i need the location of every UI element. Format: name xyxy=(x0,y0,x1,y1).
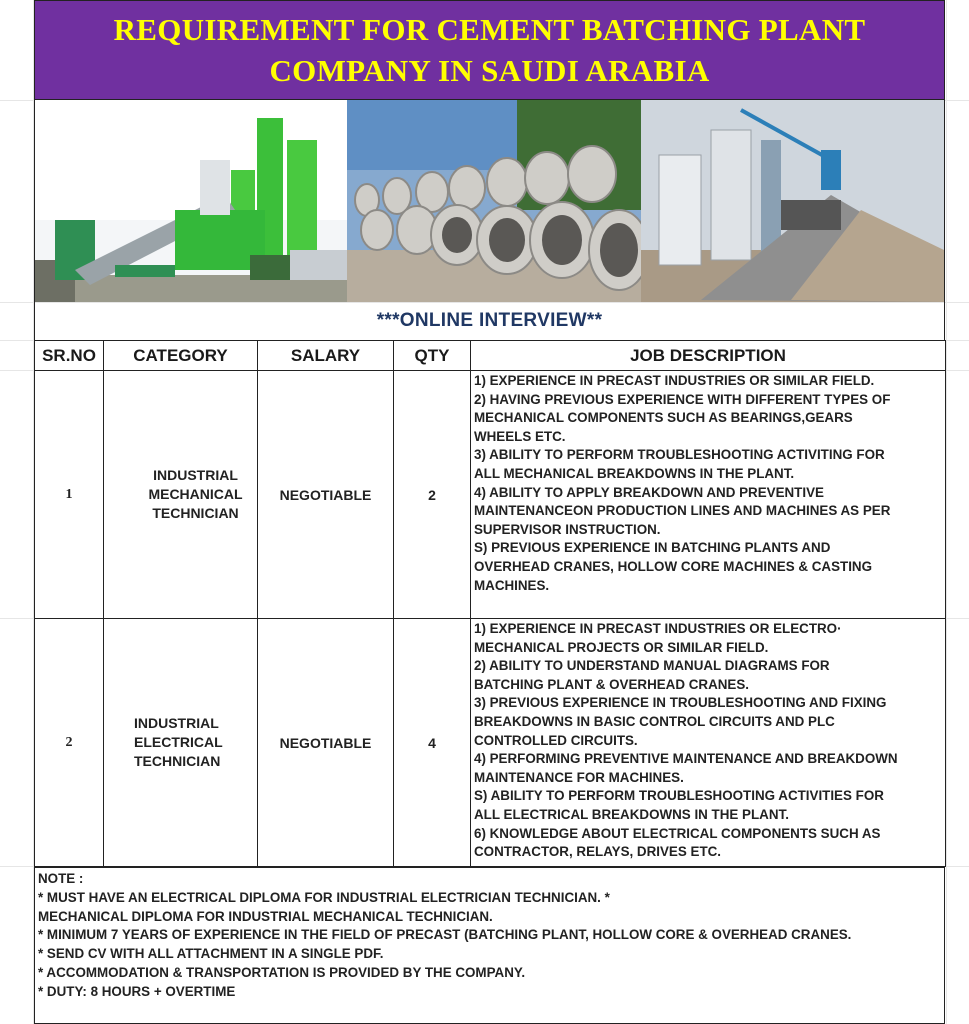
description-line: S) ABILITY TO PERFORM TROUBLESHOOTING ACTIVITIES FOR xyxy=(474,788,884,804)
description-line: CONTRACTOR, RELAYS, DRIVES ETC. xyxy=(474,844,722,860)
row-qty: 2 xyxy=(394,371,471,619)
banner-title-line-1: REQUIREMENT FOR CEMENT BATCHING PLANT xyxy=(113,12,866,47)
note-heading: NOTE : xyxy=(38,871,84,886)
description-line: BREAKDOWNS IN BASIC CONTROL CIRCUITS AND PLC xyxy=(474,713,835,729)
header-srno: SR.NO xyxy=(35,341,104,371)
job-posting-sheet xyxy=(34,0,945,1024)
description-line: 3) ABILITY TO PERFORM TROUBLESHOOTING ACTIVITING FOR xyxy=(474,447,885,463)
description-line: 1) EXPERIENCE IN PRECAST INDUSTRIES OR SIMILAR FIELD. xyxy=(474,373,875,388)
description-line: CONTROLLED CIRCUITS. xyxy=(474,732,638,748)
note-line: MECHANICAL DIPLOMA FOR INDUSTRIAL MECHANICAL TECHNICIAN. xyxy=(38,908,493,924)
row-salary: NEGOTIABLE xyxy=(258,371,394,619)
description-line: BATCHING PLANT & OVERHEAD CRANES. xyxy=(474,676,750,692)
header-category: CATEGORY xyxy=(104,341,258,371)
photo-strip xyxy=(34,100,945,302)
category-line: INDUSTRIAL xyxy=(153,467,238,483)
row-category xyxy=(104,371,258,619)
category-line: TECHNICIAN xyxy=(152,505,239,521)
row-srno: 1 xyxy=(35,371,104,619)
concrete-pipes-photo xyxy=(347,100,641,302)
row-job-description xyxy=(471,619,946,867)
description-line: MACHINES. xyxy=(474,577,550,593)
note-line: * MINIMUM 7 YEARS OF EXPERIENCE IN THE FIELD OF PRECAST (BATCHING PLANT, HOLLOW CORE & OVERHEAD CRANES. xyxy=(38,927,852,943)
online-interview-label: ***ONLINE INTERVIEW** xyxy=(34,302,945,340)
description-line: S) PREVIOUS EXPERIENCE IN BATCHING PLANTS AND xyxy=(474,540,831,556)
note-line: * DUTY: 8 HOURS + OVERTIME xyxy=(38,983,236,999)
job-table xyxy=(34,340,946,867)
description-line: 6) KNOWLEDGE ABOUT ELECTRICAL COMPONENTS SUCH AS xyxy=(474,825,881,841)
description-line: SUPERVISOR INSTRUCTION. xyxy=(474,521,661,537)
category-line: MECHANICAL xyxy=(148,486,243,502)
title-banner xyxy=(34,0,945,100)
header-qty: QTY xyxy=(394,341,471,371)
row-srno: 2 xyxy=(35,619,104,867)
header-salary: SALARY xyxy=(258,341,394,371)
header-job-description: JOB DESCRIPTION xyxy=(471,341,946,371)
row-job-description xyxy=(471,371,946,619)
row-qty: 4 xyxy=(394,619,471,867)
batching-plant-photo xyxy=(35,100,347,302)
row-category xyxy=(104,619,258,867)
note-line: * MUST HAVE AN ELECTRICAL DIPLOMA FOR INDUSTRIAL ELECTRICIAN TECHNICIAN. * xyxy=(38,889,610,905)
description-line: MAINTENANCE FOR MACHINES. xyxy=(474,769,684,785)
description-line: 2) ABILITY TO UNDERSTAND MANUAL DIAGRAMS FOR xyxy=(474,658,830,674)
description-line: MECHANICAL COMPONENTS SUCH AS BEARINGS,GEARS xyxy=(474,410,853,426)
note-box xyxy=(34,866,945,1024)
cement-silos-crane-photo xyxy=(641,100,944,302)
description-line: 4) PERFORMING PREVENTIVE MAINTENANCE AND BREAKDOWN xyxy=(474,751,898,767)
row-salary: NEGOTIABLE xyxy=(258,619,394,867)
table-row xyxy=(35,371,946,619)
description-line: 3) PREVIOUS EXPERIENCE IN TROUBLESHOOTING AND FIXING xyxy=(474,695,887,711)
description-line: ALL MECHANICAL BREAKDOWNS IN THE PLANT. xyxy=(474,465,795,481)
description-line: 2) HAVING PREVIOUS EXPERIENCE WITH DIFFERENT TYPES OF xyxy=(474,391,891,407)
description-line: 1) EXPERIENCE IN PRECAST INDUSTRIES OR ELECTRO· xyxy=(474,621,842,636)
description-line: 4) ABILITY TO APPLY BREAKDOWN AND PREVENTIVE xyxy=(474,484,824,500)
table-header-row xyxy=(35,341,946,371)
description-line: MAINTENANCEON PRODUCTION LINES AND MACHINES AS PER xyxy=(474,503,891,519)
note-line: * SEND CV WITH ALL ATTACHMENT IN A SINGLE PDF. xyxy=(38,946,384,962)
category-line: ELECTRICAL xyxy=(134,734,223,750)
description-line: WHEELS ETC. xyxy=(474,428,566,444)
banner-title-line-2: COMPANY IN SAUDI ARABIA xyxy=(269,53,710,88)
category-line: TECHNICIAN xyxy=(134,753,221,769)
note-line: * ACCOMMODATION & TRANSPORTATION IS PROVIDED BY THE COMPANY. xyxy=(38,964,526,980)
category-line: INDUSTRIAL xyxy=(134,715,219,731)
description-line: ALL ELECTRICAL BREAKDOWNS IN THE PLANT. xyxy=(474,806,789,822)
table-row xyxy=(35,619,946,867)
description-line: OVERHEAD CRANES, HOLLOW CORE MACHINES & CASTING xyxy=(474,558,873,574)
description-line: MECHANICAL PROJECTS OR SIMILAR FIELD. xyxy=(474,639,769,655)
